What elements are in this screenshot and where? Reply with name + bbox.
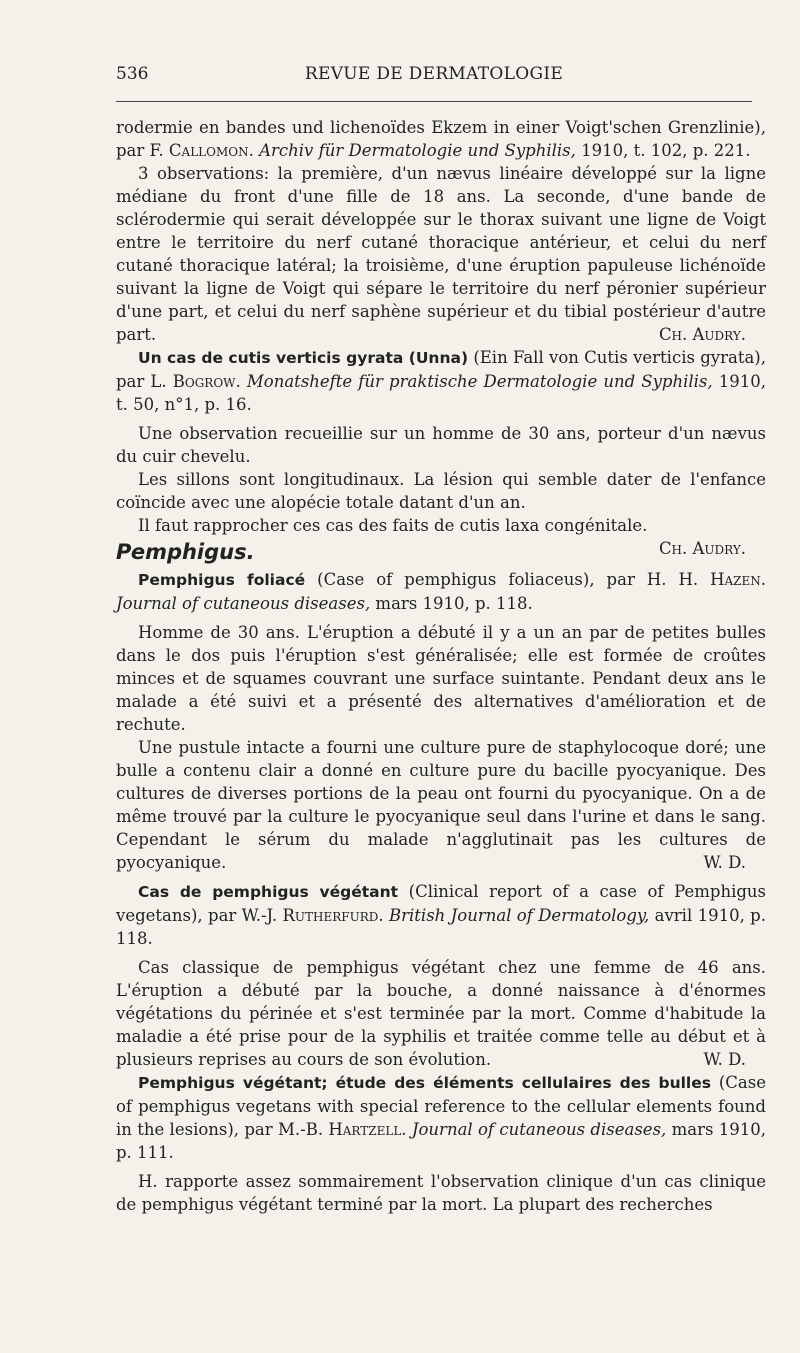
abstract-2-text-3: Il faut rapprocher ces cas des faits de cutis laxa congénitale. Ch. Audry. xyxy=(116,514,766,537)
abstract-2-text-1: Une observation recueillie sur un homme de 30 ans, porteur d'un nævus du cuir chevelu. xyxy=(116,424,766,466)
header-rule xyxy=(116,101,752,102)
signature: Ch. Audry. xyxy=(658,325,746,344)
page-header xyxy=(116,64,752,88)
abstract-2-heading: Un cas de cutis verticis gyrata (Unna) (Ein Fall von Cutis verticis gyrata), par L. Bogrow. Monatshefte für praktische Dermatologie und Syphilis, 1910, t. 50, n°1, p. 16. xyxy=(116,348,767,414)
abstract-5-text: H. rapporte assez sommairement l'observation clinique d'un cas clinique de pemphigus végétant terminé par la mort. La plupart des recherches xyxy=(116,1172,766,1214)
page-number: 536 xyxy=(116,64,149,84)
signature: Ch. Audry. xyxy=(658,539,746,558)
abstract-2-text-2: Les sillons sont longitudinaux. La lésion qui semble dater de l'enfance coïncide avec une alopécie totale datant d'un an. xyxy=(116,470,766,512)
abstract-3-text-1: Homme de 30 ans. L'éruption a débuté il y a un an par de petites bulles dans le dos puis l'éruption s'est généralisée; elle est formée de croûtes minces et de squames couvrant une surface suintante. Pendant deux ans le malade a été suivi et a présenté des alternatives d'amélioration et de rechute. xyxy=(116,623,766,734)
abstract-3-heading: Pemphigus foliacé (Case of pemphigus foliaceus), par H. H. Hazen. Journal of cutaneous diseases, mars 1910, p. 118. xyxy=(116,570,766,613)
signature: W. D. xyxy=(703,1050,746,1069)
abstract-3-text-2: Une pustule intacte a fourni une culture pure de staphylocoque doré; une bulle a contenu clair a donné en culture pure du bacille pyocyanique. Des cultures de diverses portions de la peau ont fourni du pyocyanique. On a de même trouvé par la culture le pyocyanique seul dans l'urine et dans le sang. Cependant le sérum du malade n'agglutinait pas les cultures de pyocyanique. W. D. xyxy=(116,738,766,872)
abstract-1-citation: rodermie en bandes und lichenoïdes Ekzem in einer Voigt'schen Grenzlinie), par F. Callomon. Archiv für Dermatologie und Syphilis, 1910, t. 102, p. 221. xyxy=(116,118,766,160)
abstract-4-text: Cas classique de pemphigus végétant chez une femme de 46 ans. L'éruption a débuté par la bouche, a donné naissance à d'énormes végétations du périnée et s'est terminée par la mort. Comme d'habitude la maladie a été prise pour de la syphilis et traitée comme telle au début et à plusieurs reprises au cours de son évolution. W. D. xyxy=(116,958,766,1069)
signature: W. D. xyxy=(703,853,746,872)
abstract-5-heading: Pemphigus végétant; étude des éléments cellulaires des bulles (Case of pemphigus vegetans with special reference to the cellular elements found in the lesions), par M.-B. Hartzell. Journal of cutaneous diseases, mars 1910, p. 111. xyxy=(116,1073,766,1162)
running-title: REVUE DE DERMATOLOGIE xyxy=(304,64,564,84)
page-body xyxy=(116,116,766,1216)
abstract-4-heading: Cas de pemphigus végétant (Clinical report of a case of Pemphigus vegetans), par W.-J. Rutherfurd. British Journal of Dermatology, avril 1910, p. 118. xyxy=(116,882,767,948)
section-heading: Pemphigus. xyxy=(116,540,255,564)
abstract-1-text: 3 observations: la première, d'un nævus linéaire développé sur la ligne médiane du front d'une fille de 18 ans. La seconde, d'une bande de sclérodermie qui serait développée sur le thorax suivant une ligne de Voigt entre le territoire du nerf cutané thoracique antérieur, et celui du nerf cutané thoracique latéral; la troisième, d'une éruption papuleuse lichénoïde suivant la ligne de Voigt qui sépare le territoire du nerf péronier supérieur d'une part, et celui du nerf saphène supérieur et du tibial postérieur d'autre part. Ch. Audry. xyxy=(116,164,766,344)
